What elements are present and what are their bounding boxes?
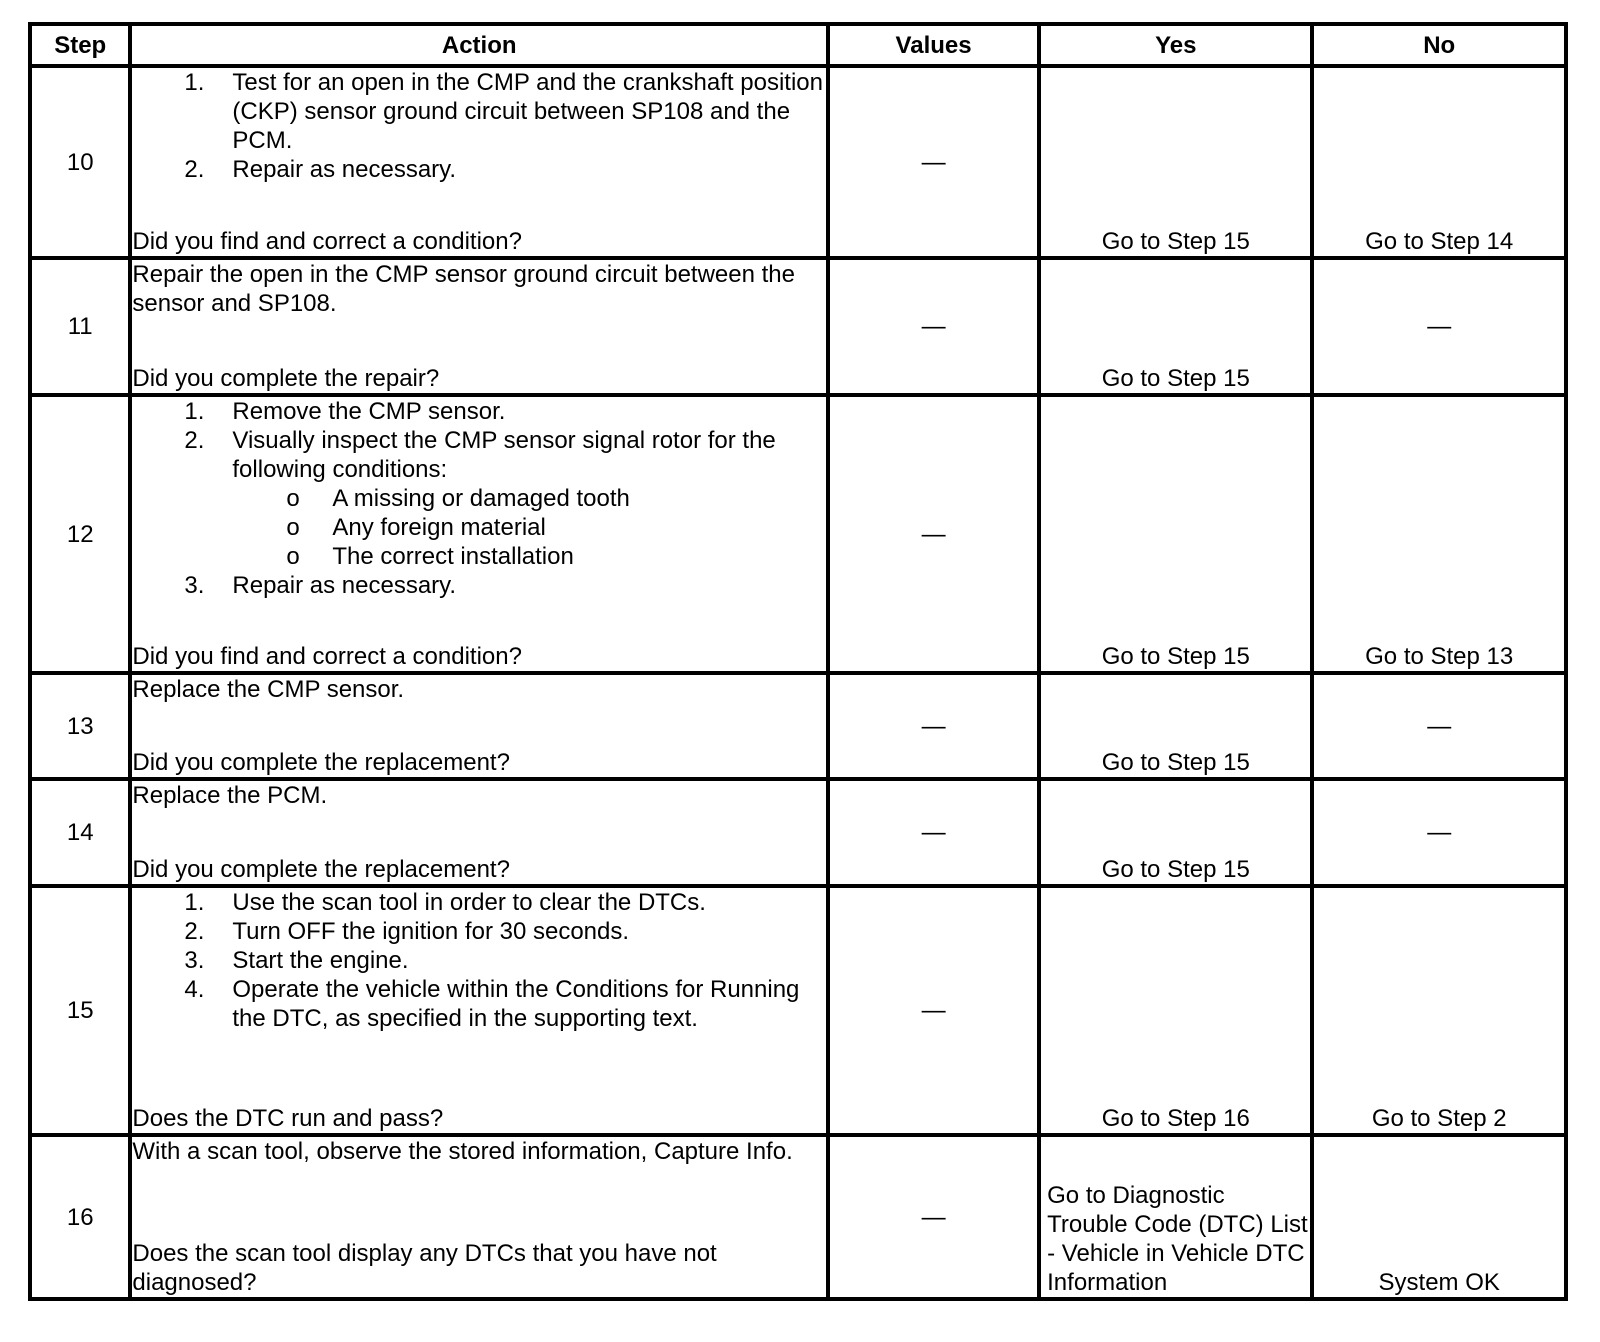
sub-conditions-list	[232, 484, 826, 571]
action-cell	[130, 779, 828, 886]
action-text: Repair the open in the CMP sensor ground circuit between the sensor and SP108.	[132, 261, 796, 317]
list-text: Use the scan tool in order to clear the DTCs.	[232, 889, 706, 916]
table-row	[30, 66, 1566, 258]
action-steps-list	[132, 68, 826, 184]
list-number: 1.	[184, 69, 205, 96]
action-text: With a scan tool, observe the stored information, Capture Info.	[132, 1138, 793, 1165]
step-number: 10	[30, 66, 130, 258]
yes-cell: Go to Step 16	[1039, 886, 1312, 1135]
action-question: Did you complete the replacement?	[132, 749, 510, 776]
sub-list-item	[232, 513, 826, 542]
list-item	[132, 946, 826, 975]
step-number: 14	[30, 779, 130, 886]
values-cell: —	[828, 258, 1039, 395]
yes-cell: Go to Step 15	[1039, 779, 1312, 886]
bullet-marker: o	[286, 543, 300, 570]
action-question: Did you complete the repair?	[132, 365, 440, 392]
list-text: Operate the vehicle within the Conditions for Running the DTC, as specified in the supporting text.	[232, 976, 800, 1032]
action-cell	[130, 1135, 828, 1299]
values-cell: —	[828, 395, 1039, 673]
header-step: Step	[30, 24, 130, 66]
header-no: No	[1312, 24, 1566, 66]
header-yes: Yes	[1039, 24, 1312, 66]
action-question: Did you find and correct a condition?	[132, 643, 522, 670]
action-cell	[130, 886, 828, 1135]
no-cell: System OK	[1312, 1135, 1566, 1299]
no-cell: —	[1312, 779, 1566, 886]
no-cell: —	[1312, 258, 1566, 395]
action-steps-list	[132, 888, 826, 1033]
action-question: Does the DTC run and pass?	[132, 1105, 444, 1132]
values-cell: —	[828, 886, 1039, 1135]
no-cell: —	[1312, 673, 1566, 779]
action-cell	[130, 66, 828, 258]
yes-cell: Go to Step 15	[1039, 66, 1312, 258]
list-text: Visually inspect the CMP sensor signal rotor for the following conditions:	[232, 427, 776, 483]
list-item	[132, 397, 826, 426]
values-cell: —	[828, 779, 1039, 886]
action-cell	[130, 673, 828, 779]
sub-list-text: The correct installation	[332, 543, 574, 570]
action-steps-list	[132, 397, 826, 600]
list-number: 4.	[184, 976, 205, 1003]
action-question: Did you complete the replacement?	[132, 856, 510, 883]
table-row	[30, 779, 1566, 886]
step-number: 15	[30, 886, 130, 1135]
yes-cell: Go to Step 15	[1039, 258, 1312, 395]
list-item	[132, 155, 826, 184]
no-cell: Go to Step 2	[1312, 886, 1566, 1135]
table-row	[30, 258, 1566, 395]
list-number: 1.	[184, 398, 205, 425]
list-text: Remove the CMP sensor.	[232, 398, 506, 425]
sub-list-text: Any foreign material	[332, 514, 546, 541]
step-number: 12	[30, 395, 130, 673]
list-item	[132, 426, 826, 571]
table-row	[30, 1135, 1566, 1299]
values-cell: —	[828, 66, 1039, 258]
list-number: 2.	[184, 427, 205, 454]
action-cell	[130, 258, 828, 395]
list-number: 3.	[184, 947, 205, 974]
table-header-row	[30, 24, 1566, 66]
yes-cell: Go to Step 15	[1039, 395, 1312, 673]
list-text: Start the engine.	[232, 947, 409, 974]
list-item	[132, 68, 826, 155]
action-text: Replace the PCM.	[132, 782, 328, 809]
list-text: Repair as necessary.	[232, 156, 457, 183]
table-row	[30, 673, 1566, 779]
bullet-marker: o	[286, 514, 300, 541]
diagnostic-table	[28, 22, 1568, 1301]
yes-cell: Go to Step 15	[1039, 673, 1312, 779]
list-number: 3.	[184, 572, 205, 599]
values-cell: —	[828, 1135, 1039, 1299]
list-item	[132, 571, 826, 600]
list-item	[132, 888, 826, 917]
list-item	[132, 975, 826, 1033]
action-text: Replace the CMP sensor.	[132, 676, 405, 703]
step-number: 11	[30, 258, 130, 395]
no-cell: Go to Step 14	[1312, 66, 1566, 258]
sub-list-item	[232, 542, 826, 571]
action-question: Does the scan tool display any DTCs that you have not diagnosed?	[132, 1240, 717, 1296]
list-item	[132, 917, 826, 946]
values-cell: —	[828, 673, 1039, 779]
yes-cell: Go to Diagnostic Trouble Code (DTC) List - Vehicle in Vehicle DTC Information	[1039, 1135, 1312, 1299]
header-values: Values	[828, 24, 1039, 66]
sub-list-text: A missing or damaged tooth	[332, 485, 630, 512]
list-number: 1.	[184, 889, 205, 916]
table-row	[30, 886, 1566, 1135]
no-cell: Go to Step 13	[1312, 395, 1566, 673]
header-action: Action	[130, 24, 828, 66]
list-text: Turn OFF the ignition for 30 seconds.	[232, 918, 630, 945]
action-cell	[130, 395, 828, 673]
step-number: 13	[30, 673, 130, 779]
list-number: 2.	[184, 918, 205, 945]
list-text: Test for an open in the CMP and the crankshaft position (CKP) sensor ground circuit between SP108 and the PCM.	[232, 69, 823, 154]
list-text: Repair as necessary.	[232, 572, 457, 599]
action-question: Did you find and correct a condition?	[132, 228, 522, 255]
list-number: 2.	[184, 156, 205, 183]
table-row	[30, 395, 1566, 673]
bullet-marker: o	[286, 485, 300, 512]
sub-list-item	[232, 484, 826, 513]
step-number: 16	[30, 1135, 130, 1299]
